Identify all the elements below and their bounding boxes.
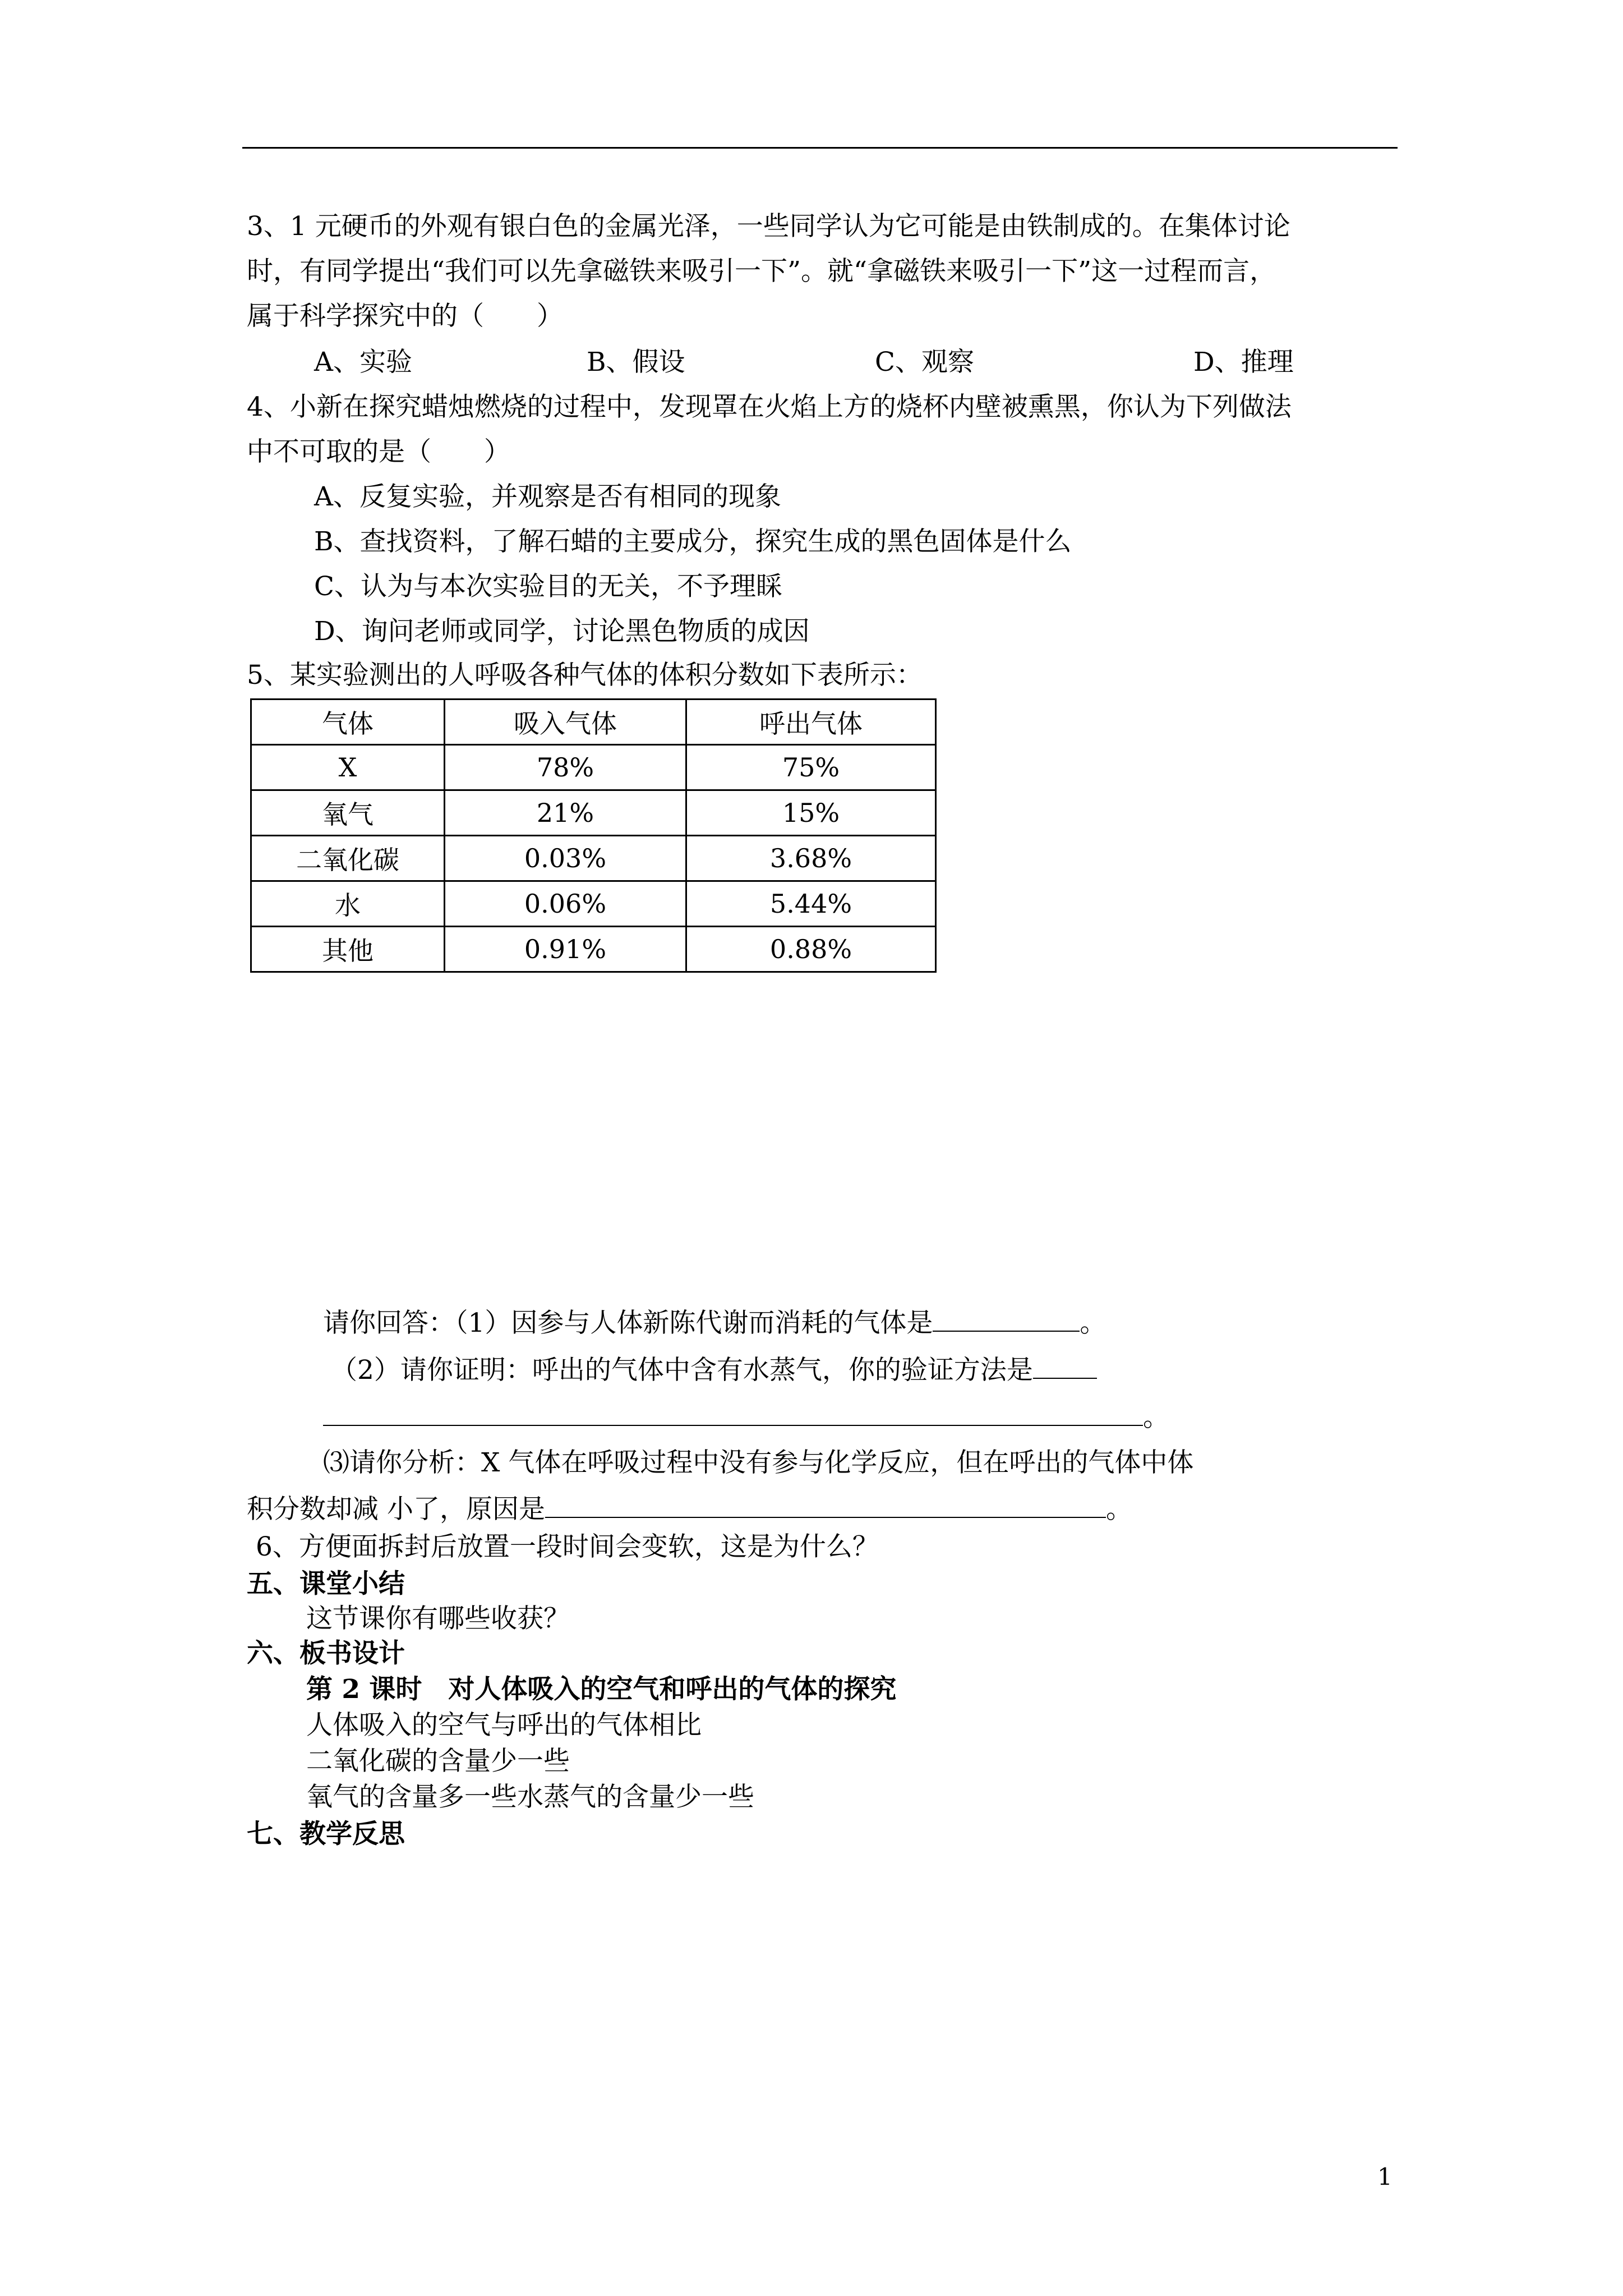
period: 。 bbox=[1143, 1402, 1169, 1433]
table-cell: 其他 bbox=[251, 927, 445, 972]
period: 。 bbox=[1080, 1308, 1106, 1338]
q3-option-b: B、假设 bbox=[587, 347, 685, 378]
q4-option-d: D、询问老师或同学，讨论黑色物质的成因 bbox=[314, 616, 810, 647]
table-header-cell: 吸入气体 bbox=[444, 700, 686, 745]
q3-option-c: C、观察 bbox=[875, 347, 974, 378]
section5-heading: 五、课堂小结 bbox=[247, 1568, 405, 1599]
table-cell: 75% bbox=[686, 745, 936, 790]
q5-sub3-line-1: ⑶请你分析：X 气体在呼吸过程中没有参与化学反应，但在呼出的气体中体 bbox=[323, 1447, 1194, 1478]
q3-option-d: D、推理 bbox=[1193, 347, 1294, 378]
table-cell: 78% bbox=[444, 745, 686, 790]
table-row bbox=[251, 836, 936, 881]
q3-line-2: 时，有同学提出“我们可以先拿磁铁来吸引一下”。就“拿磁铁来吸引一下”这一过程而言， bbox=[247, 256, 1276, 287]
section6-title: 第 2 课时 对人体吸入的空气和呼出的气体的探究 bbox=[306, 1674, 897, 1705]
q5-sub1 bbox=[323, 1308, 1106, 1336]
section7-heading: 七、教学反思 bbox=[247, 1819, 405, 1849]
section6-line-2: 二氧化碳的含量少一些 bbox=[306, 1746, 570, 1777]
q4-line-2: 中不可取的是（ ） bbox=[247, 436, 510, 467]
answer-blank-2b[interactable] bbox=[323, 1402, 1143, 1426]
table-header-row bbox=[251, 700, 936, 745]
answer-blank-3[interactable] bbox=[545, 1494, 1106, 1518]
page-number: 1 bbox=[1377, 2163, 1393, 2191]
table-cell: 0.88% bbox=[686, 927, 936, 972]
table-cell: 21% bbox=[444, 790, 686, 836]
header-rule bbox=[242, 147, 1398, 149]
gas-volume-table bbox=[250, 698, 937, 973]
q4-option-a: A、反复实验，并观察是否有相同的现象 bbox=[314, 481, 781, 512]
table-cell: 0.03% bbox=[444, 836, 686, 881]
q5-sub2-text: （2）请你证明：呼出的气体中含有水蒸气，你的验证方法是 bbox=[331, 1355, 1033, 1386]
table-cell: 二氧化碳 bbox=[251, 836, 445, 881]
section5-text: 这节课你有哪些收获？ bbox=[306, 1603, 570, 1634]
answer-blank-2a[interactable] bbox=[1033, 1355, 1097, 1379]
q5-intro: 5、某实验测出的人呼吸各种气体的体积分数如下表所示： bbox=[247, 660, 923, 691]
q5-sub3-line-2 bbox=[247, 1494, 1132, 1525]
q4-option-c: C、认为与本次实验目的无关，不予理睬 bbox=[314, 571, 782, 602]
section6-line-1: 人体吸入的空气与呼出的气体相比 bbox=[306, 1710, 702, 1741]
table-cell: 3.68% bbox=[686, 836, 936, 881]
section6-heading: 六、板书设计 bbox=[247, 1638, 405, 1669]
q6: 6、方便面拆封后放置一段时间会变软，这是为什么？ bbox=[256, 1531, 879, 1562]
answer-blank-1[interactable] bbox=[933, 1308, 1080, 1332]
table-row bbox=[251, 790, 936, 836]
q5-sub2 bbox=[331, 1355, 1097, 1386]
q3-line-1: 3、1 元硬币的外观有银白色的金属光泽，一些同学认为它可能是由铁制成的。在集体讨论 bbox=[247, 211, 1290, 242]
table-row bbox=[251, 881, 936, 927]
table-cell: X bbox=[251, 745, 445, 790]
table-cell: 氧气 bbox=[251, 790, 445, 836]
q4-option-b: B、查找资料，了解石蜡的主要成分，探究生成的黑色固体是什么 bbox=[314, 526, 1072, 557]
table-cell: 0.06% bbox=[444, 881, 686, 927]
section6-line-3: 氧气的含量多一些水蒸气的含量少一些 bbox=[306, 1782, 754, 1812]
table-cell: 15% bbox=[686, 790, 936, 836]
table-header-cell: 气体 bbox=[251, 700, 445, 745]
table-row bbox=[251, 745, 936, 790]
q5-sub2-continuation bbox=[323, 1402, 1169, 1433]
q5-sub1-text: 请你回答：（1）因参与人体新陈代谢而消耗的气体是 bbox=[323, 1308, 933, 1338]
table-cell: 0.91% bbox=[444, 927, 686, 972]
q4-line-1: 4、小新在探究蜡烛燃烧的过程中，发现罩在火焰上方的烧杯内壁被熏黑，你认为下列做法 bbox=[247, 392, 1292, 422]
period: 。 bbox=[1105, 1494, 1132, 1525]
q3-option-a: A、实验 bbox=[314, 347, 412, 378]
table-cell: 水 bbox=[251, 881, 445, 927]
q5-sub3-text: 积分数却减 小了，原因是 bbox=[247, 1494, 545, 1525]
table-cell: 5.44% bbox=[686, 881, 936, 927]
q3-line-3: 属于科学探究中的（ ） bbox=[247, 301, 563, 332]
table-header-cell: 呼出气体 bbox=[686, 700, 936, 745]
table-row bbox=[251, 927, 936, 972]
